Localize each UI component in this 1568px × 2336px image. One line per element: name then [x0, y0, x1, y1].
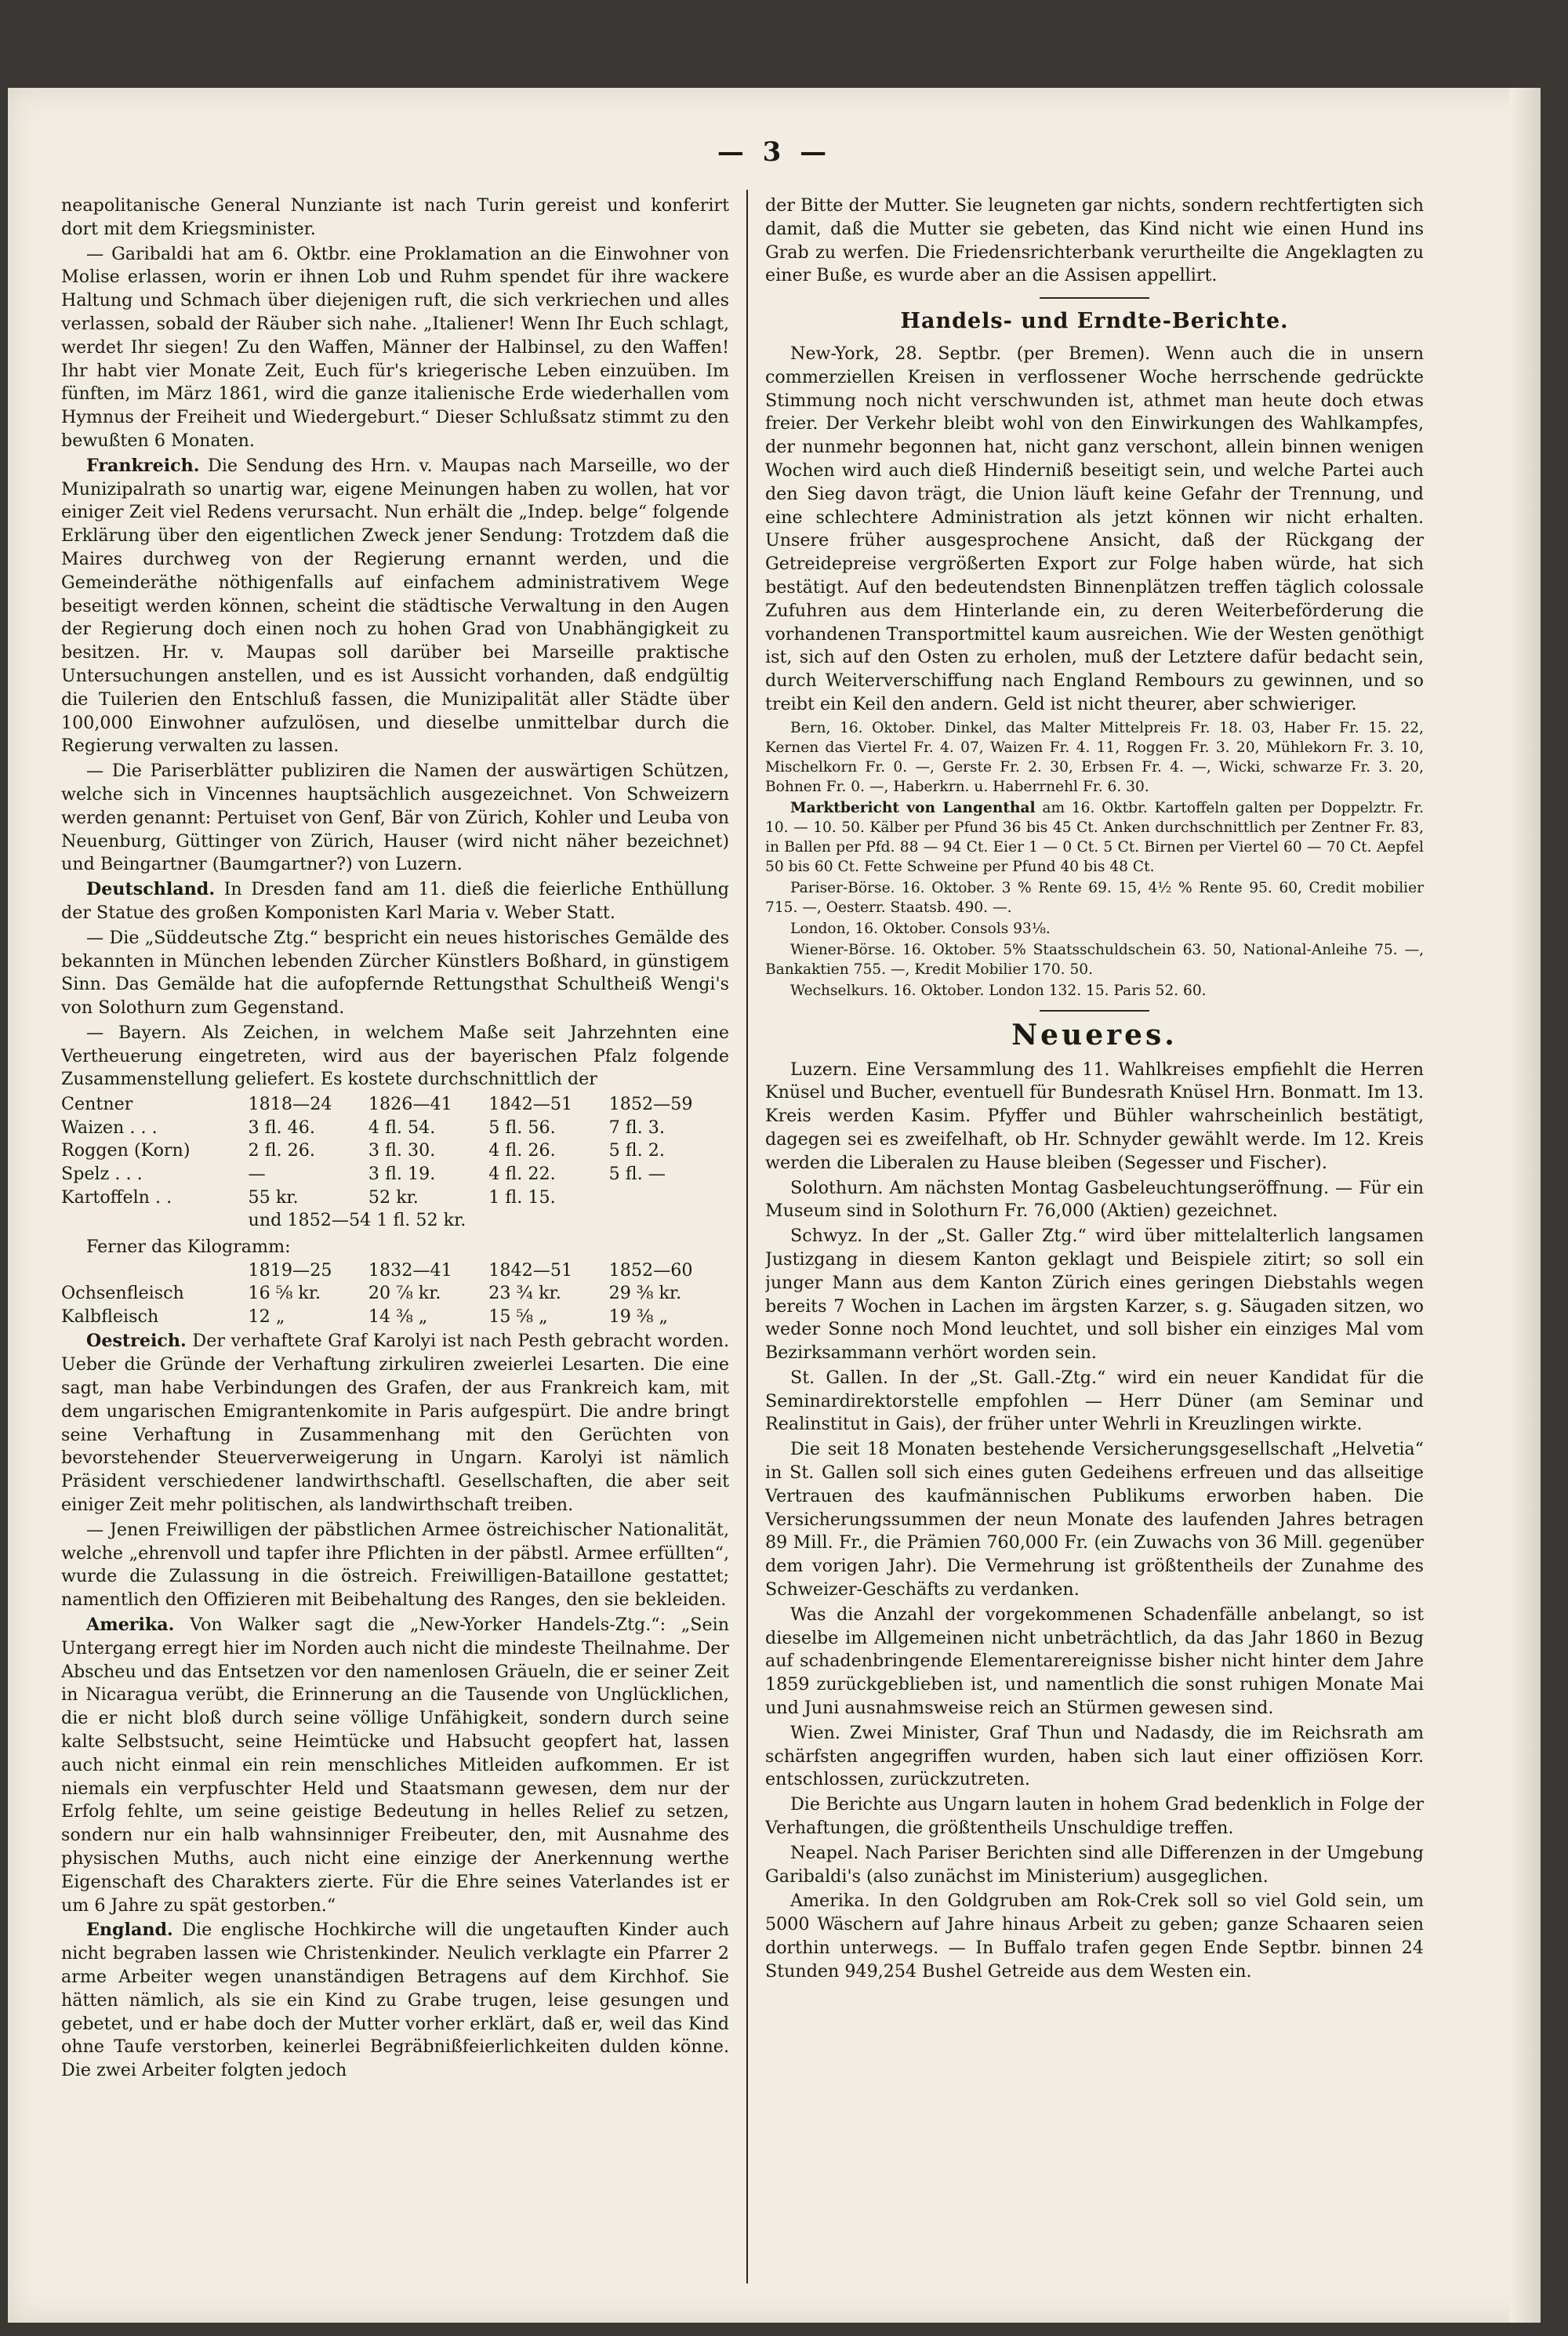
report-pariser-boerse: Pariser-Börse. 16. Oktober. 3 % Rente 69. 15, 4½ % Rente 95. 60, Credit mobilier 715. —, Oesterr. Staatsb. 490. —. [765, 879, 1424, 916]
article-amerika [61, 1614, 729, 1917]
table-header-cell: 1852—60 [608, 1259, 693, 1281]
table-cell: Kartoffeln . . [61, 1186, 172, 1208]
table-cell: Roggen (Korn) [61, 1140, 191, 1161]
table-header-cell: 1819—25 [248, 1259, 332, 1281]
report-langenthal-text: am 16. Oktbr. Kartoffeln galten per Doppelztr. Fr. 10. — 10. 50. Kälber per Pfund 36 bis 45 Ct. Anken durchschnittlich per Zentner Fr. 83, in Ballen per Pfd. 88 — 94 Ct. Eier 1 — 0 Ct. 5 Ct. Birnen per Viertel 60 — 70 Ct. Aepfel 50 bis 60 Ct. Fette Schweine per Pfund 40 bis 48 Ct. [765, 799, 1424, 875]
table-header-cell: 1826—41 [368, 1094, 452, 1115]
table-row [61, 1186, 729, 1210]
right-column [765, 194, 1424, 2299]
news-amerika: Amerika. In den Goldgruben am Rok-Crek soll so viel Gold sein, um 5000 Wäschern auf Jahre hinaus Arbeit zu geben; ganze Schaaren seien dorthin unterwegs. — In Buffalo trafen gegen Ende Septbr. binnen 24 Stunden 949,254 Bushel Getreide aus dem Westen ein. [765, 1891, 1424, 1982]
section-lead-amerika: Amerika. [86, 1614, 175, 1635]
report-bern: Bern, 16. Oktober. Dinkel, das Malter Mittelpreis Fr. 18. 03, Haber Fr. 15. 22, Kernen das Viertel Fr. 4. 07, Waizen Fr. 4. 11, Roggen Fr. 3. 20, Mühlekorn Fr. 3. 10, Mischelkorn Fr. 0. —, Gerste Fr. 2. 30, Erbsen Fr. 4. —, Wicki, schwarze Fr. 3. 20, Bohnen Fr. 0. —, Haberkrn. u. Haberrnehl Fr. 6. 30. [765, 719, 1424, 795]
section-title-neueres: Neueres. [1011, 1018, 1178, 1052]
table-cell: 4 fl. 26. [488, 1140, 556, 1161]
table-cell: 5 fl. — [608, 1164, 666, 1185]
table-cell: 3 fl. 19. [368, 1164, 436, 1185]
table-row [61, 1282, 729, 1306]
news-st-gallen: St. Gallen. In der „St. Gall.-Ztg.“ wird ein neuer Kandidat für die Seminardirektorstelle empfohlen — Herr Düner (am Seminar und Realinstitut in Gais), der früher unter Wehrli in Kreuzlingen wirkte. [765, 1367, 1424, 1435]
left-column [61, 194, 729, 2299]
report-wechselkurs: Wechselkurs. 16. Oktober. London 132. 15. Paris 52. 60. [790, 982, 1207, 999]
report-langenthal-lead: Marktbericht von Langenthal [790, 799, 1036, 816]
table-header-cell: 1852—59 [608, 1094, 693, 1115]
table-cell: Ochsenfleisch [61, 1283, 184, 1304]
price-table-kilogramm [61, 1259, 729, 1329]
table-header-cell: Centner [61, 1094, 133, 1115]
table-cell: 1 fl. 15. [488, 1186, 556, 1208]
article-garibaldi: — Garibaldi hat am 6. Oktbr. eine Proklamation an die Einwohner von Molise erlassen, worin er ihnen Lob und Ruhm spendet für ihre wackere Haltung und Schmach über diejenigen ruft, die sich verkriechen und alles verlassen, sobald der Räuber sich nahe. „Italiener! Wenn Ihr Euch schlagt, werdet Ihr siegen! Zu den Waffen, Männer der Halbinsel, zu den Waffen! Ihr habt vier Monate Zeit, Euch für's kriegerische Leben einzuüben. Im fünften, im März 1861, wird die ganze italienische Erde wiederhallen vom Hymnus der Freiheit und Wiedergeburt.“ Dieser Schlußsatz stimmt zu den bewußten 6 Monaten. [61, 243, 729, 451]
section-rule [1040, 1010, 1149, 1012]
article-oestreich-text: Der verhaftete Graf Karolyi ist nach Pesth gebracht worden. Ueber die Gründe der Verhaftung zirkuliren zweierlei Lesarten. Die eine sagt, man habe Verbindungen des Grafen, der aus Frankreich kam, mit dem ungarischen Emigrantenkomite in Paris aufgespürt. Die andre bringt seine Verhaftung in Zusammenhang mit den Gerüchten von bevorstehender Steuerverweigerung in Ungarn. Karolyi ist nämlich Präsident verschiedener landwirthschaftl. Gesellschaften, die aber seit einiger Zeit mehr politischen, als landwirthschaft treiben. [61, 1331, 729, 1515]
article-frankreich-text: Die Sendung des Hrn. v. Maupas nach Marseille, wo der Munizipalrath so unartig war, eigene Meinungen haben zu wollen, hat vor einiger Zeit viel Redens verursacht. Nun erhält die „Indep. belge“ folgende Erklärung über den eigentlichen Zweck jener Sendung: Trotzdem daß die Maires durchweg von der Regierung ernannt werden, und die Gemeinderäthe nöthigenfalls auf einfachem administrativem Wege beseitigt werden können, scheint die städtische Verwaltung in den Augen der Regierung doch einen noch zu hohen Grad von Unabhängigkeit zu besitzen. Hr. v. Maupas soll darüber bei Marseille praktische Untersuchungen anstellen, und es ist Aussicht vorhanden, daß endgültig die Tuilerien den Entschluß fassen, die Munizipalität aller Städte über 100,000 Einwohner aufzulösen, und dieselbe unmittelbar durch die Regierung verwalten zu lassen. [61, 455, 729, 757]
article-bayern: — Bayern. Als Zeichen, in welchem Maße seit Jahrzehnten eine Vertheuerung eingetreten, wird aus der bayerischen Pfalz folgende Zusammenstellung geliefert. Es kostete durchschnittlich der [61, 1022, 729, 1090]
table-header-cell: 1842—51 [488, 1259, 573, 1281]
table-cell: 29 ⅜ kr. [608, 1283, 682, 1304]
news-ungarn: Die Berichte aus Ungarn lauten in hohem Grad bedenklich in Folge der Verhaftungen, die größtentheils Unschuldige treffen. [765, 1794, 1424, 1839]
table-cell: 19 ⅜ „ [608, 1306, 668, 1327]
report-langenthal [765, 798, 1424, 877]
table-cell: 12 „ [248, 1306, 285, 1327]
section-lead-oestreich: Oestreich. [86, 1331, 187, 1352]
news-neapel: Neapel. Nach Pariser Berichten sind alle Differenzen in der Umgebung Garibaldi's (also zunächst im Ministerium) ausgeglichen. [765, 1842, 1424, 1887]
article-frankreich [61, 455, 729, 758]
article-england [61, 1919, 729, 2083]
table-row [61, 1163, 729, 1186]
article-deutschland [61, 878, 729, 925]
table-header-cell: 1832—41 [368, 1259, 452, 1281]
report-london: London, 16. Oktober. Consols 93⅛. [790, 920, 1051, 937]
table-cell: 3 fl. 46. [248, 1117, 315, 1138]
table-cell: 5 fl. 56. [488, 1117, 556, 1138]
table-cell: 23 ¾ kr. [488, 1283, 561, 1304]
price-table-centner [61, 1093, 729, 1233]
article-england-continued: der Bitte der Mutter. Sie leugneten gar nichts, sondern rechtfertigten sich damit, daß die Mutter sie gebeten, das Kind nicht wie einen Hund ins Grab zu werfen. Die Friedensrichterbank verurtheilte die Angeklagten zu einer Buße, es wurde aber an die Assisen appellirt. [765, 195, 1424, 286]
table-cell: 5 fl. 2. [608, 1140, 665, 1161]
section-lead-england: England. [86, 1920, 173, 1941]
table-cell: 55 kr. [248, 1186, 299, 1208]
section-title-handelsberichte: Handels- und Erndte-Berichte. [900, 309, 1289, 334]
table-caption-kilogramm: Ferner das Kilogramm: [86, 1236, 291, 1257]
table-header-row [61, 1259, 729, 1283]
table-header-cell [61, 1259, 249, 1283]
table-row [61, 1139, 729, 1163]
table-cell: 3 fl. 30. [368, 1140, 436, 1161]
article-pariserblaetter: — Die Pariserblätter publiziren die Namen der auswärtigen Schützen, welche sich in Vincennes hauptsächlich ausgezeichnet. Von Schweizern werden genannt: Pertuiset von Genf, Bär von Zürich, Kohler und Leuba von Neuenburg, Güttinger von Zürich, Hauser (wird nicht näher bezeichnet) und Beingartner (Baumgartner?) von Luzern. [61, 761, 729, 875]
table-cell: 15 ⅝ „ [488, 1306, 548, 1327]
section-lead-frankreich: Frankreich. [86, 455, 200, 476]
table-cell: Spelz . . . [61, 1164, 143, 1185]
news-luzern: Luzern. Eine Versammlung des 11. Wahlkreises empfiehlt die Herren Knüsel und Bucher, eventuell für Bundesrath Knüsel Hrn. Bonmatt. Im 13. Kreis werden Kasim. Pfyffer und Bühler wahrscheinlich bestätigt, dagegen sei es zweifelhaft, ob Hr. Schnyder gewählt werde. Im 12. Kreis werden die Liberalen zu Hause bleiben (Segesser und Fischer). [765, 1059, 1424, 1173]
newspaper-page [8, 88, 1541, 2323]
article-freiwillige: — Jenen Freiwilligen der päbstlichen Armee östreichischer Nationalität, welche „ehrenvoll und tapfer ihre Pflichten in der päbstl. Armee erfüllten“, wurde die Zulassung in die östreich. Freiwilligen-Bataillone gestattet; namentlich den Offizieren mit Beibehaltung des Ranges, den sie bekleiden. [61, 1519, 729, 1611]
page-edge-shadow [1509, 88, 1541, 2323]
article-amerika-text: Von Walker sagt die „New-Yorker Handels-Ztg.“: „Sein Untergang erregt hier im Norden auch nicht die mindeste Theilnahme. Der Abscheu und das Entsetzen vor den namenlosen Gräueln, die er seiner Zeit in Nicaragua verübt, die Erinnerung an die Tausende von Unglücklichen, die er nicht bloß durch seine völlige Unfähigkeit, sondern durch seine kalte Selbstsucht, seine Heimtücke und Habsucht geopfert hat, lassen auch nicht einmal ein rein menschliches Mitleiden aufkommen. Er ist niemals ein verpfuschter Held und Staatsmann gewesen, dem nur der Erfolg fehlte, um seine geistige Bedeutung in helles Relief zu setzen, sondern nur ein halb wahnsinniger Freibeuter, den, mit Ausnahme des physischen Muths, auch nicht eine einzige der Anerkennung werthe Eigenschaft des Charakters zierte. Für die Ehre seines Vaterlandes ist er um 6 Jahre zu spät gestorben.“ [61, 1614, 729, 1916]
report-wiener-boerse: Wiener-Börse. 16. Oktober. 5% Staatsschuldschein 63. 50, National-Anleihe 75. —, Bankaktien 755. —, Kredit Mobilier 170. 50. [765, 941, 1424, 978]
table-cell: Kalbfleisch [61, 1306, 159, 1327]
article-deutschland-text: In Dresden fand am 11. dieß die feierliche Enthüllung der Statue des großen Komponisten Karl Maria v. Weber Statt. [61, 879, 729, 923]
table-cell: 14 ⅜ „ [368, 1306, 428, 1327]
table-cell: 7 fl. 3. [608, 1117, 665, 1138]
article-oestreich [61, 1330, 729, 1517]
table-header-cell: 1842—51 [488, 1094, 573, 1115]
table-cell: 16 ⅝ kr. [248, 1283, 321, 1304]
table-cell: — [248, 1164, 266, 1185]
article-nunziante: neapolitanische General Nunziante ist nach Turin gereist und konferirt dort mit dem Kriegsminister. [61, 195, 729, 239]
table-note: und 1852—54 1 fl. 52 kr. [248, 1210, 466, 1231]
news-solothurn: Solothurn. Am nächsten Montag Gasbeleuchtungseröffnung. — Für ein Museum sind in Solothurn Fr. 76,000 (Aktien) gezeichnet. [765, 1177, 1424, 1222]
table-cell: 52 kr. [368, 1186, 419, 1208]
table-cell [609, 1186, 729, 1210]
table-row [61, 1117, 729, 1140]
table-cell: 2 fl. 26. [248, 1140, 315, 1161]
news-schwyz: Schwyz. In der „St. Galler Ztg.“ wird über mittelalterlich langsamen Justizgang in diesem Kanton geklagt und Beispiele zitirt; so soll ein junger Mann aus dem Kanton Zürich eines geringen Diebstahls wegen bereits 7 Wochen in Lachen im ärgsten Karzer, s. g. Säugaden sitzen, wo weder Sonne noch Mond leuchtet, und soll bisher ein einziges Mal vom Bezirksammann verhört worden sein. [765, 1226, 1424, 1364]
table-cell: 4 fl. 22. [488, 1164, 556, 1185]
table-cell: 4 fl. 54. [368, 1117, 436, 1138]
report-new-york: New-York, 28. Septbr. (per Bremen). Wenn auch die in unsern commerziellen Kreisen in verflossener Woche herrschende gedrückte Stimmung noch nicht verschwunden ist, athmet man heute doch etwas freier. Der Verkehr bleibt wohl von den Einwirkungen des Wahlkampfes, der nunmehr begonnen hat, nicht ganz verschont, allein binnen wenigen Wochen wird auch dieß Hinderniß beseitigt sein, und welche Partei auch den Sieg davon trägt, die Union läuft keine Gefahr der Trennung, und eine schlechtere Administration als jetzt können wir nicht erhalten. Unsere früher ausgesprochene Ansicht, daß der Rückgang der Getreidepreise vergrößerten Export zur Folge haben würde, hat sich bestätigt. Auf den bedeutendsten Binnenplätzen treffen täglich colossale Zufuhren aus dem Hinterlande ein, zu deren Weiterbeförderung die vorhandenen Transportmittel kaum ausreichen. Wie der Westen genöthigt ist, sich auf den Osten zu erholen, muß der Letztere dafür bedacht sein, durch Weiterverschiffung nach England Rembours zu gewinnen, und so treibt ein Keil den andern. Geld ist nicht theurer, aber schwieriger. [765, 343, 1424, 714]
section-rule [1040, 297, 1149, 299]
table-row [61, 1209, 729, 1233]
table-row [61, 1306, 729, 1329]
news-schadenfaelle: Was die Anzahl der vorgekommenen Schadenfälle anbelangt, so ist dieselbe im Allgemeinen nicht unbeträchtlich, da das Jahr 1860 in Bezug auf schadenbringende Elementarereignisse bisher nicht hinter dem Jahre 1859 zurückgeblieben ist, und namentlich die sonst ruhigen Monate Mai und Juni ausnahmsweise reich an Stürmen gewesen sind. [765, 1604, 1424, 1719]
section-lead-deutschland: Deutschland. [86, 879, 216, 900]
article-sueddeutsche: — Die „Süddeutsche Ztg.“ bespricht ein neues historisches Gemälde des bekannten in München lebenden Zürcher Künstlers Boßhard, in günstigem Sinn. Das Gemälde hat die aufopfernde Rettungsthat Schultheiß Wengi's von Solothurn zum Gegenstand. [61, 927, 729, 1019]
news-helvetia: Die seit 18 Monaten bestehende Versicherungsgesellschaft „Helvetia“ in St. Gallen soll sich eines guten Gedeihens erfreuen und das allseitige Vertrauen des kaufmännischen Publikums erworben haben. Die Versicherungssummen der neun Monate des laufenden Jahres betragen 89 Mill. Fr., die Prämien 760,000 Fr. (ein Zuwachs von 36 Mill. gegenüber dem vorigen Jahr). Die Vermehrung ist größtentheils der Zunahme des Schweizer-Geschäfts zu verdanken. [765, 1439, 1424, 1600]
page-number: — 3 — [717, 136, 832, 168]
article-england-text: Die englische Hochkirche will die ungetauften Kinder auch nicht begraben lassen wie Christenkinder. Neulich verklagte ein Pfarrer 2 arme Arbeiter wegen unanständigen Betragens auf dem Kirchhof. Sie hätten nämlich, als sie ein Kind zu Grabe trugen, leise gesungen und gebetet, und er habe doch der Mutter vorher erklärt, daß er, weil das Kind ohne Taufe verstorben, keinerlei Begräbnißfeierlichkeiten dulden könne. Die zwei Arbeiter folgten jedoch [61, 1920, 729, 2081]
table-cell: Waizen . . . [61, 1117, 158, 1138]
column-divider [746, 190, 748, 2283]
table-header-cell: 1818—24 [248, 1094, 332, 1115]
table-cell: 20 ⅞ kr. [368, 1283, 441, 1304]
table-header-row [61, 1093, 729, 1117]
news-wien: Wien. Zwei Minister, Graf Thun und Nadasdy, die im Reichsrath am schärfsten angegriffen wurden, haben sich laut einer offiziösen Korr. entschlossen, zurückzutreten. [765, 1722, 1424, 1790]
